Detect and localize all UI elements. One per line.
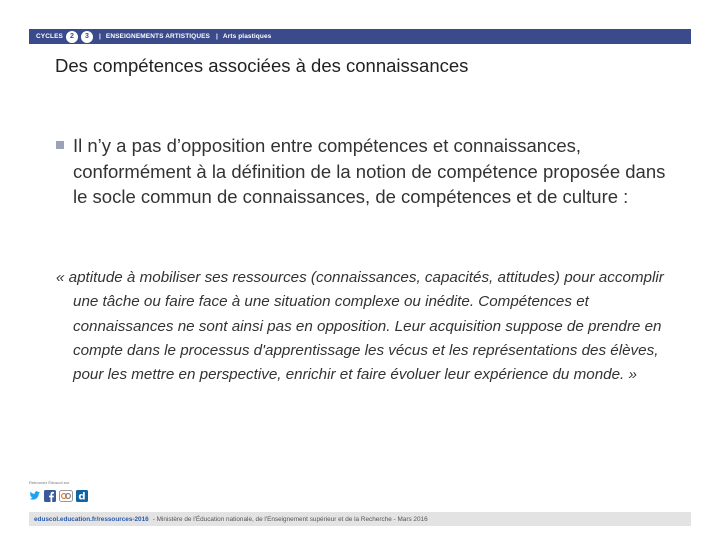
bullet-text: Il n’y a pas d’opposition entre compétences et connaissances, conformément à la définition de la notion de compétence proposée dans le socle commun de connaissances, de compétences et de culture : <box>73 135 666 207</box>
footer-credit: - Ministère de l'Éducation nationale, de l'Enseignement supérieur et de la Recherche - Mars 2016 <box>152 515 428 523</box>
twitter-icon[interactable] <box>29 490 41 502</box>
bullet-paragraph <box>56 133 676 210</box>
follow-label: Retrouvez Éduscol sur <box>29 480 70 485</box>
header-bar <box>29 29 691 44</box>
d-icon[interactable] <box>76 490 88 502</box>
square-bullet-icon <box>56 141 64 149</box>
section-label: ENSEIGNEMENTS ARTISTIQUES <box>105 33 210 40</box>
facebook-icon[interactable] <box>44 490 56 502</box>
social-icons <box>29 490 88 502</box>
cycle-2-badge: 2 <box>66 31 78 43</box>
quote-paragraph: « aptitude à mobiliser ses ressources (connaissances, capacités, attitudes) pour accomplir une tâche ou faire face à une situation complexe ou inédite. Compétences et connaissances ne sont ainsi pas en opposition. Leur acquisition suppose de prendre en compte dans le processus d'apprentissage les vécus et les représentations des élèves, pour les mettre en perspective, enrichir et faire évoluer leur expérience du monde. » <box>56 269 664 384</box>
cycle-3-badge: 3 <box>81 31 93 43</box>
cycles-label: CYCLES <box>36 33 63 40</box>
subject-label: Arts plastiques <box>222 33 272 40</box>
header-separator: | <box>98 33 101 40</box>
header-separator: | <box>216 33 218 40</box>
svg-text:d: d <box>78 491 86 502</box>
footer-bar <box>29 512 691 526</box>
slide-title: Des compétences associées à des connaissances <box>55 55 469 76</box>
dailymotion-icon[interactable] <box>59 490 73 502</box>
footer-url-link[interactable]: eduscol.education.fr/ressources-2016 <box>34 515 149 523</box>
